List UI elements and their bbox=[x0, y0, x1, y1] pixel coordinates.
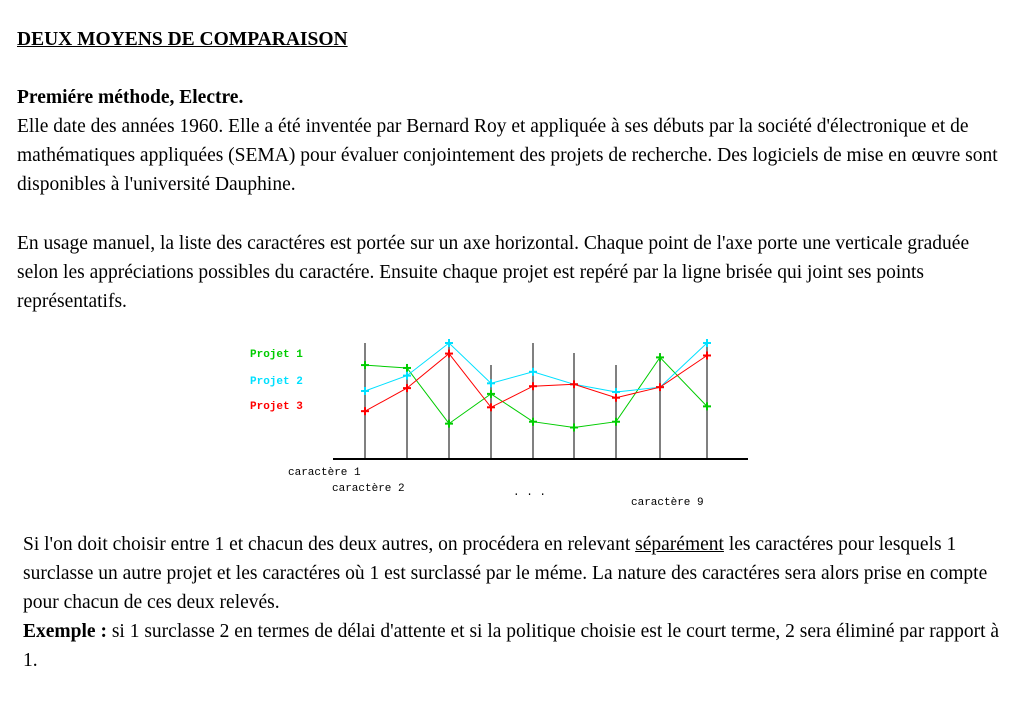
point-marker-s1-3 bbox=[445, 420, 453, 428]
point-marker-s3-7 bbox=[612, 394, 620, 402]
point-marker-s3-9 bbox=[703, 351, 711, 359]
point-marker-s3-6 bbox=[570, 380, 578, 388]
x-axis-label-4: caractère 9 bbox=[631, 497, 704, 509]
point-marker-s1-4 bbox=[487, 390, 495, 398]
point-marker-s1-6 bbox=[570, 423, 578, 431]
example-text: si 1 surclasse 2 en termes de délai d'attente et si la politique choisie est le court terme, 2 sera éliminé par rapport à 1. bbox=[23, 621, 1000, 671]
intro-paragraph: Elle date des années 1960. Elle a été inventée par Bernard Roy et appliquée à ses débuts par la société d'électronique et de mathématiques appliquées (SEMA) pour évaluer conjointement des projets de recherche. Des logiciels de mise en œuvre sont disponibles à l'université Dauphine. bbox=[17, 116, 998, 195]
x-axis-label-2: caractère 2 bbox=[332, 483, 405, 495]
point-marker-s2-5 bbox=[529, 368, 537, 376]
x-axis-label-1: caractère 1 bbox=[288, 467, 361, 479]
point-marker-s3-5 bbox=[529, 382, 537, 390]
example-label: Exemple : bbox=[23, 621, 107, 642]
conclusion-underlined-word: séparément bbox=[635, 534, 724, 555]
usage-paragraph: En usage manuel, la liste des caractéres est portée sur un axe horizontal. Chaque point de l'axe porte une verticale graduée selon les appréciations possibles du caractére. Ensuite chaque projet est repéré par la ligne brisée qui joint ses points représentatifs. bbox=[17, 233, 970, 312]
series-line-2 bbox=[365, 343, 707, 392]
point-marker-s1-2 bbox=[403, 364, 411, 372]
conclusion-paragraph bbox=[23, 530, 1013, 675]
point-marker-s2-1 bbox=[361, 387, 369, 395]
legend-label-1: Projet 1 bbox=[250, 349, 303, 361]
series-line-3 bbox=[365, 354, 707, 412]
legend-label-2: Projet 2 bbox=[250, 376, 303, 388]
legend-label-3: Projet 3 bbox=[250, 401, 303, 413]
method-subtitle: Premiére méthode, Electre. bbox=[17, 87, 244, 108]
conclusion-text-part2: les caractéres pour lesquels 1 surclasse un autre projet et les caractéres où 1 est surclassé par le méme. La nature des caractéres sera alors prise en compte pour chacun de ces deux relevés. bbox=[23, 534, 988, 613]
point-marker-s1-5 bbox=[529, 418, 537, 426]
point-marker-s1-1 bbox=[361, 361, 369, 369]
x-axis-label-3: . . . bbox=[513, 487, 547, 499]
point-marker-s1-7 bbox=[612, 418, 620, 426]
conclusion-text-part1: Si l'on doit choisir entre 1 et chacun des deux autres, on procédera en relevant bbox=[23, 534, 636, 555]
point-marker-s3-1 bbox=[361, 407, 369, 415]
page-title: DEUX MOYENS DE COMPARAISON bbox=[17, 29, 348, 50]
